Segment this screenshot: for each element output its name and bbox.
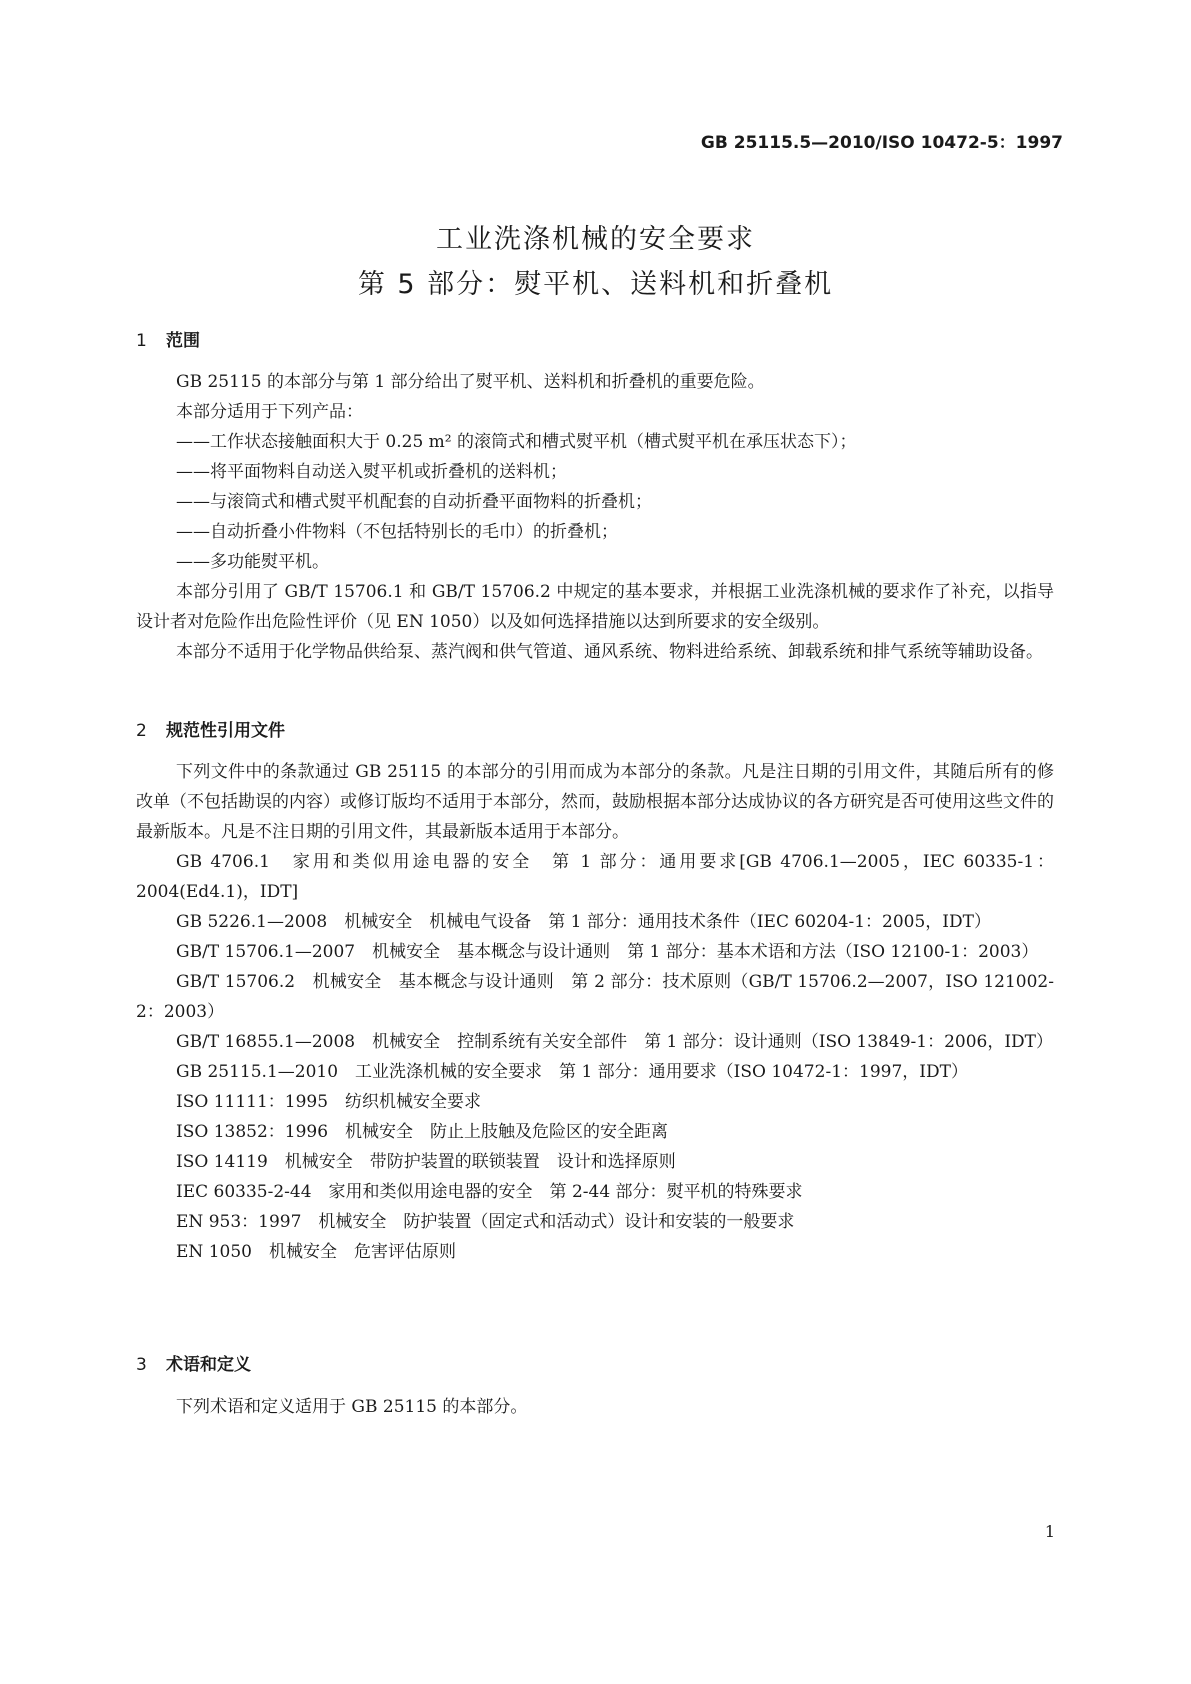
section-1-title: 范围 [166, 331, 200, 351]
paragraph: 本部分引用了 GB/T 15706.1 和 GB/T 15706.2 中规定的基本要求，并根据工业洗涤机械的要求作了补充，以指导设计者对危险作出危险性评价（见 EN 1050）以及如何选择措施以达到所要求的安全级别。 [136, 582, 1054, 632]
paragraph: 本部分不适用于化学物品供给泵、蒸汽阀和供气管道、通风系统、物料进给系统、卸载系统和排气系统等辅助设备。 [176, 642, 1043, 662]
reference-item: ISO 14119 机械安全 带防护装置的联锁装置 设计和选择原则 [176, 1152, 676, 1172]
section-1-heading [136, 330, 200, 352]
paragraph: GB 25115 的本部分与第 1 部分给出了熨平机、送料机和折叠机的重要危险。 [176, 372, 765, 392]
title-line-1: 工业洗涤机械的安全要求 [436, 224, 755, 255]
reference-item: GB/T 16855.1—2008 机械安全 控制系统有关安全部件 第 1 部分：设计通则（ISO 13849-1：2006，IDT） [176, 1032, 1054, 1052]
section-1-number: 1 [136, 331, 147, 351]
reference-item: GB 5226.1—2008 机械安全 机械电气设备 第 1 部分：通用技术条件（IEC 60204-1：2005，IDT） [176, 912, 991, 932]
page-number: 1 [1044, 1522, 1055, 1541]
reference-item: GB 4706.1 家用和类似用途电器的安全 第 1 部分：通用要求[GB 4706.1—2005，IEC 60335-1：2004(Ed4.1)，IDT] [136, 852, 1054, 902]
list-item: ——自动折叠小件物料（不包括特别长的毛巾）的折叠机； [176, 522, 618, 542]
section-3-heading [136, 1354, 251, 1376]
reference-item: GB/T 15706.1—2007 机械安全 基本概念与设计通则 第 1 部分：基本术语和方法（ISO 12100-1：2003） [176, 942, 1039, 962]
section-2-body [136, 757, 1054, 1267]
section-3-body [136, 1392, 1054, 1422]
reference-item: ISO 13852：1996 机械安全 防止上肢触及危险区的安全距离 [176, 1122, 669, 1142]
reference-item: EN 953：1997 机械安全 防护装置（固定式和活动式）设计和安装的一般要求 [176, 1212, 795, 1232]
list-item: ——工作状态接触面积大于 0.25 m² 的滚筒式和槽式熨平机（槽式熨平机在承压状态下）； [176, 432, 857, 452]
reference-item: EN 1050 机械安全 危害评估原则 [176, 1242, 456, 1262]
paragraph: 下列文件中的条款通过 GB 25115 的本部分的引用而成为本部分的条款。凡是注日期的引用文件，其随后所有的修改单（不包括勘误的内容）或修订版均不适用于本部分，然而，鼓励根据本部分达成协议的各方研究是否可使用这些文件的最新版本。凡是不注日期的引用文件，其最新版本适用于本部分。 [136, 762, 1054, 842]
standard-number: GB 25115.5—2010/ISO 10472-5：1997 [700, 133, 1063, 153]
list-item: ——与滚筒式和槽式熨平机配套的自动折叠平面物料的折叠机； [176, 492, 652, 512]
list-item: ——多功能熨平机。 [176, 552, 329, 572]
section-1-body [136, 367, 1054, 667]
reference-item: GB 25115.1—2010 工业洗涤机械的安全要求 第 1 部分：通用要求（ISO 10472-1：1997，IDT） [176, 1062, 968, 1082]
section-3-number: 3 [136, 1355, 147, 1375]
title-line-2: 第 5 部分：熨平机、送料机和折叠机 [357, 269, 834, 300]
list-item: ——将平面物料自动送入熨平机或折叠机的送料机； [176, 462, 567, 482]
reference-item: ISO 11111：1995 纺织机械安全要求 [176, 1092, 482, 1112]
reference-item: IEC 60335-2-44 家用和类似用途电器的安全 第 2-44 部分：熨平机的特殊要求 [176, 1182, 803, 1202]
section-2-heading [136, 720, 285, 742]
section-3-title: 术语和定义 [166, 1355, 251, 1375]
reference-item: GB/T 15706.2 机械安全 基本概念与设计通则 第 2 部分：技术原则（GB/T 15706.2—2007，ISO 121002-2：2003） [136, 972, 1054, 1022]
section-2-number: 2 [136, 721, 147, 741]
paragraph: 下列术语和定义适用于 GB 25115 的本部分。 [176, 1397, 528, 1417]
section-2-title: 规范性引用文件 [166, 721, 285, 741]
paragraph: 本部分适用于下列产品： [176, 402, 363, 422]
